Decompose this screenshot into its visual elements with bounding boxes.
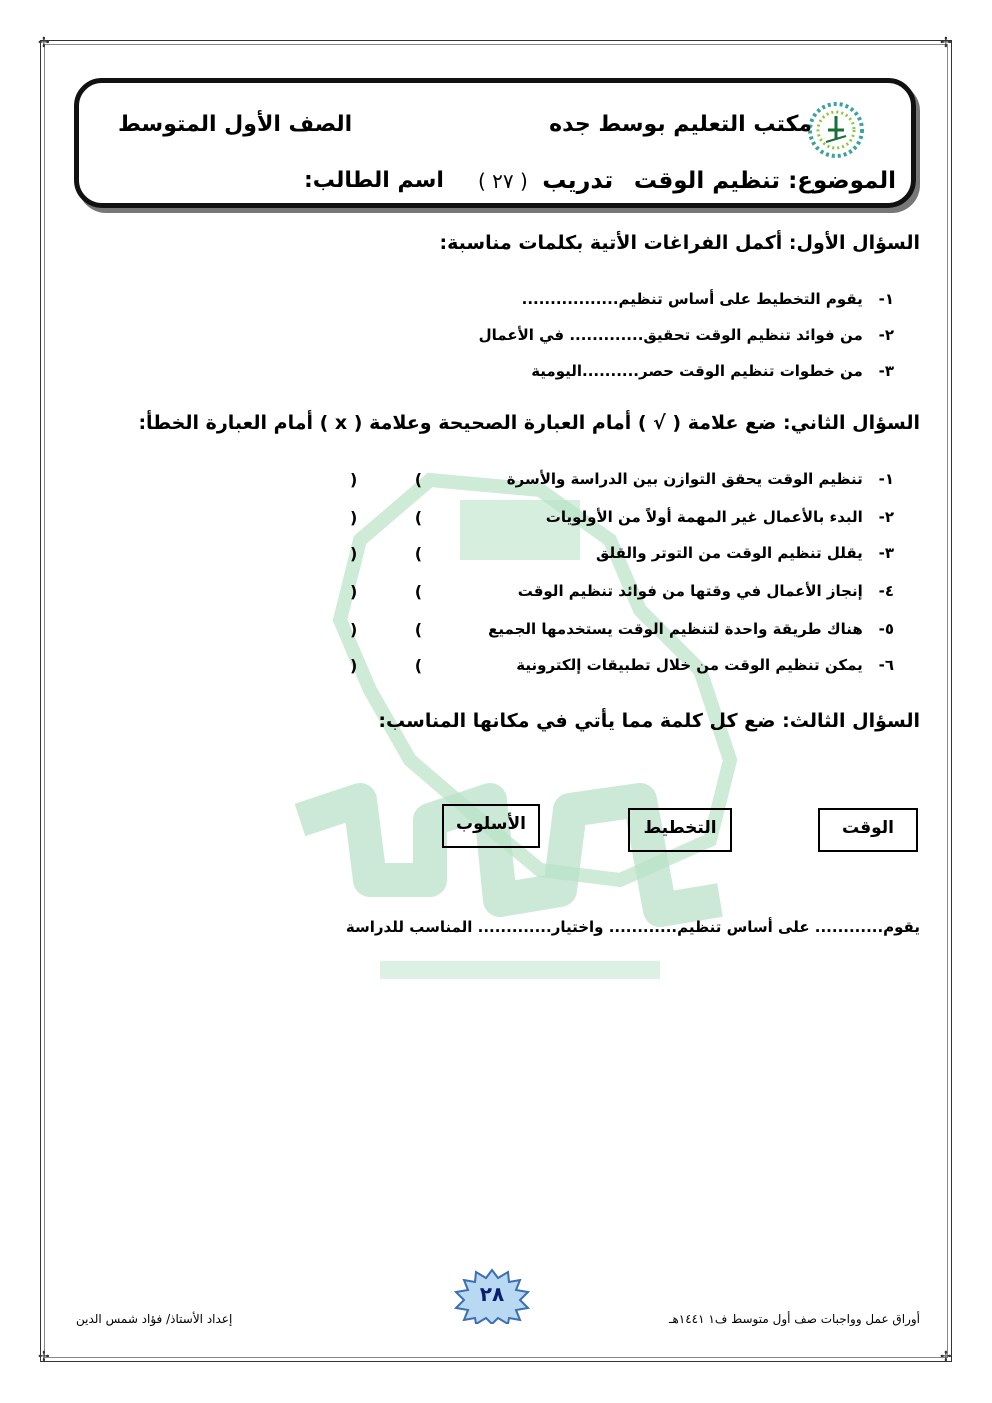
training-label [472, 166, 613, 194]
q1-item [531, 362, 894, 380]
training-word: تدريب [542, 166, 614, 194]
fill-in-sentence: يقوم............ على أساس تنظيم............ واختيار............. المناسب للدراسة [345, 918, 920, 936]
q2-item [546, 508, 894, 526]
q2-item-number: ١- [878, 470, 894, 488]
q2-item [516, 656, 894, 674]
q1-item [479, 326, 894, 344]
student-name-label: اسم الطالب: [304, 168, 444, 193]
question1-title: السؤال الأول: أكمل الفراغات الأتية بكلمات مناسبة: [439, 232, 920, 254]
paren-open: ) [350, 508, 358, 527]
corner-ornament: ✢ [38, 35, 50, 51]
q2-item-text: إنجاز الأعمال في وقتها من فوائد تنظيم الوقت [517, 582, 863, 600]
q1-item-number: ٣- [878, 362, 894, 380]
q1-item-number: ٢- [878, 326, 894, 344]
word-box-method: الأسلوب [442, 804, 540, 848]
paren-open: ) [350, 582, 358, 601]
footer-title: أوراق عمل وواجبات صف أول متوسط ف١ ١٤٤١هـ [668, 1312, 920, 1326]
paren-open: ) [350, 656, 358, 675]
q2-item-number: ٤- [878, 582, 894, 600]
q1-item-number: ١- [878, 290, 894, 308]
answer-parens[interactable] [350, 656, 422, 675]
corner-ornament: ✢ [940, 1349, 952, 1365]
word-box-planning: التخطيط [628, 808, 732, 852]
q2-item-number: ٦- [878, 656, 894, 674]
word-box-time: الوقت [818, 808, 918, 852]
page-number: ٢٨ [479, 1282, 505, 1306]
q2-item [507, 470, 894, 488]
q2-item-text: يقلل تنظيم الوقت من التوتر والقلق [595, 544, 863, 562]
paren-open: ) [350, 470, 358, 489]
q1-item-text: يقوم التخطيط على أساس تنظيم................. [521, 290, 863, 308]
q2-item-text: هناك طريقة واحدة لتنظيم الوقت يستخدمها الجميع [488, 620, 863, 638]
q2-item [488, 620, 894, 638]
q1-item-text: من خطوات تنظيم الوقت حصر..........اليومية [531, 362, 863, 380]
q2-item-text: تنظيم الوقت يحقق التوازن بين الدراسة والأسرة [506, 470, 863, 488]
answer-parens[interactable] [350, 582, 422, 601]
q2-item-text: البدء بالأعمال غير المهمة أولاً من الأولويات [545, 508, 863, 526]
q2-item [518, 582, 894, 600]
answer-parens[interactable] [350, 470, 422, 489]
paren-open: ) [350, 544, 358, 563]
corner-ornament: ✢ [940, 35, 952, 51]
answer-parens[interactable] [350, 544, 422, 563]
question3-title: السؤال الثالث: ضع كل كلمة مما يأتي في مكانها المناسب: [378, 710, 920, 732]
paren-close: ( [414, 544, 422, 563]
footer-author: إعداد الأستاذ/ فؤاد شمس الدين [76, 1312, 233, 1326]
q1-item-text: من فوائد تنظيم الوقت تحقيق............. في الأعمال [478, 326, 863, 344]
ministry-logo-icon [806, 100, 866, 160]
paren-close: ( [414, 470, 422, 489]
education-office: مكتب التعليم بوسط جده [549, 112, 812, 137]
paren-open: ) [350, 620, 358, 639]
paren-close: ( [414, 508, 422, 527]
paren-close: ( [414, 620, 422, 639]
answer-parens[interactable] [350, 620, 422, 639]
q1-item [522, 290, 894, 308]
q2-item-number: ٣- [878, 544, 894, 562]
grade-label: الصف الأول المتوسط [118, 112, 353, 137]
subject-label: الموضوع: تنظيم الوقت [633, 168, 896, 194]
question2-title: السؤال الثاني: ضع علامة ( √ ) أمام العبارة الصحيحة وعلامة ( x ) أمام العبارة الخطأ: [138, 412, 920, 434]
q2-item [596, 544, 894, 562]
paren-close: ( [414, 656, 422, 675]
q2-item-text: يمكن تنظيم الوقت من خلال تطبيقات إلكترونية [516, 656, 863, 674]
corner-ornament: ✢ [38, 1349, 50, 1365]
answer-parens[interactable] [350, 508, 422, 527]
training-number: ( ٢٧ ) [478, 169, 528, 193]
q2-item-number: ٥- [878, 620, 894, 638]
paren-close: ( [414, 582, 422, 601]
q2-item-number: ٢- [878, 508, 894, 526]
